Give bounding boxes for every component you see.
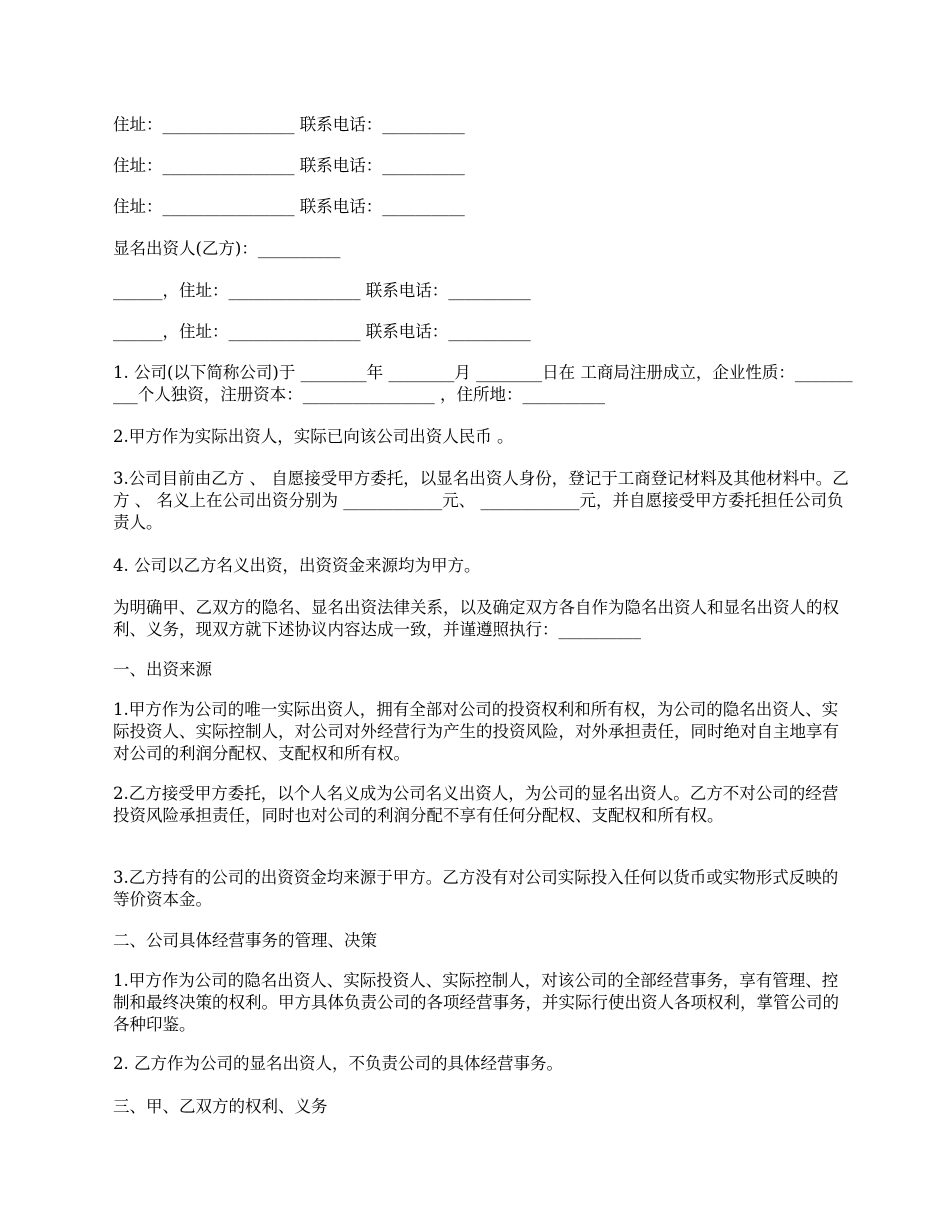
party-a-address-line-1: 住址：________________ 联系电话：__________ (113, 115, 465, 134)
clause-nominal-registration: 3.公司目前由乙方 、 自愿接受甲方委托，以显名出资人身份，登记于工商登记材料及其他材料中。乙方 、 名义上在公司出资分别为 ____________元、 ____________元，并自愿接受甲方委托担任公司负责人。 (113, 469, 849, 532)
section-1-heading: 一、出资来源 (113, 660, 212, 679)
section-1-item-3: 3.乙方持有的公司的出资资金均来源于甲方。乙方没有对公司实际投入任何以货币或实物形式反映的等价资本金。 (113, 868, 839, 909)
nominal-investor-heading: 显名出资人(乙方)：__________ (113, 239, 341, 258)
party-a-address-line-3: 住址：________________ 联系电话：__________ (113, 197, 465, 216)
clause-company-registration: 1. 公司(以下简称公司)于 ________年 ________月 ________日在 工商局注册成立，企业性质：__________个人独资，注册资本：________________ ，住所地：__________ (113, 363, 853, 404)
party-b-address-line-1: ______，住址：________________ 联系电话：__________ (113, 281, 531, 300)
section-2-heading: 二、公司具体经营事务的管理、决策 (113, 931, 377, 950)
party-b-address-line-2: ______，住址：________________ 联系电话：__________ (113, 322, 531, 341)
party-a-address-line-2: 住址：________________ 联系电话：__________ (113, 156, 465, 175)
section-1-item-1: 1.甲方作为公司的唯一实际出资人，拥有全部对公司的投资权利和所有权，为公司的隐名出资人、实际投资人、实际控制人，对公司对外经营行为产生的投资风险，对外承担责任，同时绝对自主地享有对公司的利润分配权、支配权和所有权。 (113, 700, 839, 763)
section-2-item-1: 1.甲方作为公司的隐名出资人、实际投资人、实际控制人，对该公司的全部经营事务，享有管理、控制和最终决策的权利。甲方具体负责公司的各项经营事务，并实际行使出资人各项权利，掌管公司的各种印鉴。 (113, 971, 839, 1034)
agreement-preamble: 为明确甲、乙双方的隐名、显名出资法律关系，以及确定双方各自作为隐名出资人和显名出资人的权利、义务，现双方就下述协议内容达成一致，并谨遵照执行：__________ (113, 598, 839, 639)
section-1-item-2: 2.乙方接受甲方委托，以个人名义成为公司名义出资人，为公司的显名出资人。乙方不对公司的经营投资风险承担责任，同时也对公司的利润分配不享有任何分配权、支配权和所有权。 (113, 784, 839, 825)
clause-party-a-capital: 2.甲方作为实际出资人，实际已向该公司出资人民币 。 (113, 427, 514, 446)
section-3-heading: 三、甲、乙双方的权利、义务 (113, 1097, 328, 1116)
clause-funding-source: 4. 公司以乙方名义出资，出资资金来源均为甲方。 (113, 556, 481, 575)
section-2-item-2: 2. 乙方作为公司的显名出资人，不负责公司的具体经营事务。 (113, 1054, 563, 1073)
